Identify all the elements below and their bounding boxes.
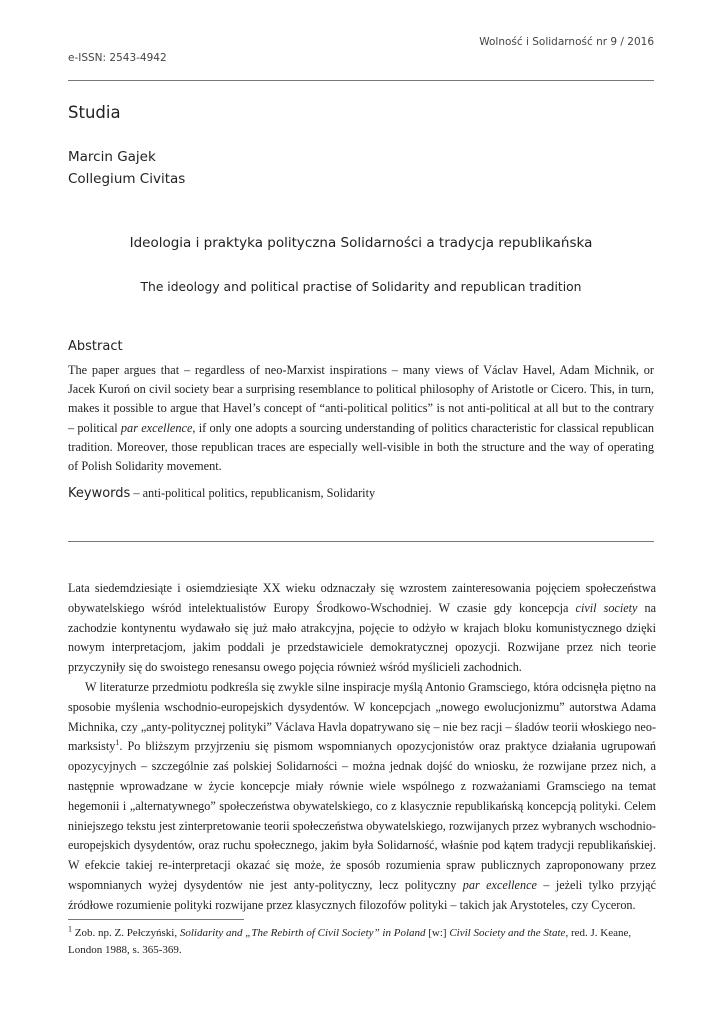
footnote-text: [w:] [425,927,450,939]
abstract-heading: Abstract [68,339,123,354]
footnote-divider [68,919,244,920]
footnote-title: Solidarity and „The Rebirth of Civil Society” in Poland [179,927,426,939]
header-divider [68,80,654,81]
article-title-english: The ideology and political practise of Solidarity and republican tradition [140,280,582,294]
body-paragraph-1 [68,579,656,678]
abstract-text-part1: The paper argues that – regardless of neo-Marxist inspirations – many views of Václav Havel, Adam Michnik, or Jacek Kuroń on civil society bear a surprising resemblance to political philosophy of Aristotle or Cicero. This, in turn, makes it possible to argue that Havel’s concept of “anti-political politics” is not anti-political at all but to the contrary – political [68,363,654,435]
body-text: – jeżeli tylko przyjąć źródłowe rozumienie polityki rozwijane przez klasycznych filozofów polityki – takich jak Arystoteles, czy Cyceron. [68,877,656,912]
keywords-label: Keywords [68,486,131,501]
journal-issue-header: Wolność i Solidarność nr 9 / 2016 [479,36,654,48]
author-name: Marcin Gajek [68,149,156,165]
body-text: na zachodzie kontynentu wydawało się już mało atrakcyjna, pojęcie to odżyło w krajach bloku komunistycznego dzięki nowym interpretacjom, jakim poddali je przedstawiciele demokratycznej opozycji. Rozwijane przez nich teorie przyczyniły się do swoistego renesansu owego pojęcia również wśród myślicieli zachodnich. [68,600,656,675]
author-affiliation: Collegium Civitas [68,171,186,187]
article-body [68,579,656,916]
article-title-polish: Ideologia i praktyka polityczna Solidarności a tradycja republikańska [129,235,593,251]
abstract-emphasis: par excellence [120,420,193,435]
body-emphasis: civil society [575,600,638,615]
keywords [68,486,375,501]
issn-label: e-ISSN: 2543-4942 [68,52,167,64]
keywords-list: – anti-political politics, republicanism, Solidarity [130,486,376,500]
footnote-book-title: Civil Society and the State [449,927,566,939]
body-paragraph-2 [68,678,656,916]
body-text: W literaturze przedmiotu podkreśla się zwykle silne inspiracje myślą Antonio Gramsciego, która odcisnęła piętno na sposobie myślenia wschodnio-europejskich dysydentów. W koncepcjach „nowego ewolucjonizmu” autorstwa Adama Michnika, czy „anty-politycznej polityki” Václava Havla dopatrywano się – nie bez racji – śladów teorii włoskiego neo-marksisty [68,679,656,754]
abstract-text [68,361,654,476]
abstract-divider [68,541,654,542]
section-heading: Studia [68,103,121,122]
footnote-text: Zob. np. Z. Pełczyński, [72,927,180,939]
footnote-reference[interactable]: 1 [115,738,120,748]
body-emphasis: par excellence [462,877,537,892]
footnote-text: , red. J. Keane, London 1988, s. 365-369. [68,927,632,956]
footnote [68,925,656,959]
footnote-number: 1 [68,924,72,934]
abstract-text-part2: , if only one adopts a sourcing understanding of politics characteristic for classical republican tradition. Moreover, those republican traces are especially well-visible in both the structure and the way of operating of Polish Solidarity movement. [68,420,655,474]
body-text: Lata siedemdziesiąte i osiemdziesiąte XX wieku odznaczały się wzrostem zainteresowania pojęciem społeczeństwa obywatelskiego wśród intelektualistów Europy Środkowo-Wschodniej. W czasie gdy koncepcja [68,581,656,615]
body-text: . Po bliższym przyjrzeniu się pismom wspomnianych opozycjonistów oraz praktyce działania ugrupowań opozycyjnych – szczególnie zaś polskiej Solidarności – można jednak dojść do wniosku, że rozwijane przez nich, a następnie wprowadzane w życie koncepcje miały równie wiele wspólnego z rozważaniami Gramsciego na temat hegemonii i „alternatywnego” społeczeństwa obywatelskiego, co z klasycznie republikańską koncepcją polityki. Celem niniejszego tekstu jest zinterpretowanie teorii społeczeństwa obywatelskiego, rozwijanych przez wybranych wschodnio-europejskich dysydentów, oraz ruchu społecznego, jakim była Solidarność, właśnie pod kątem tradycji republikańskiej. W efekcie takiej re-interpretacji okazać się może, że sposób rozumienia spraw publicznych zaproponowany przez wspomnianych wyżej dysydentów nie jest anty-polityczny, lecz polityczny [68,739,656,892]
